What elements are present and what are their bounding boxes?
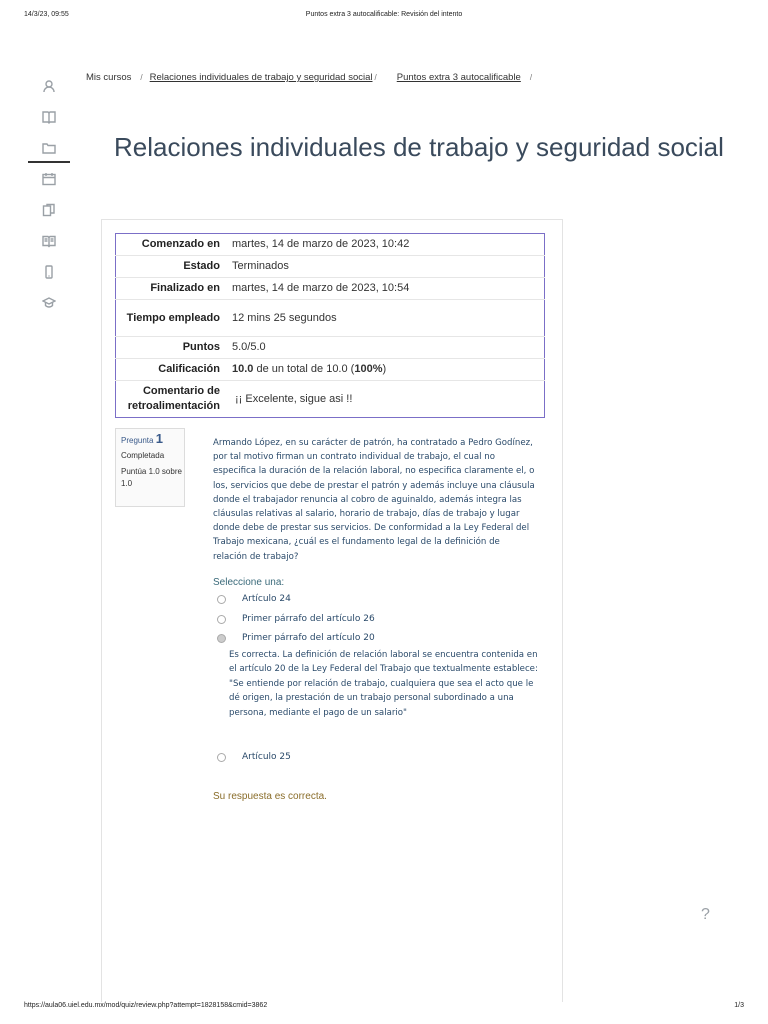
answer-option[interactable]: [217, 614, 375, 624]
nav-files[interactable]: [28, 132, 70, 163]
summary-label: Calificación: [116, 359, 229, 381]
nav-courses[interactable]: [28, 101, 70, 132]
grade-percent: 100%: [354, 363, 383, 375]
nav-profile[interactable]: [28, 70, 70, 101]
summary-row-started: [116, 234, 545, 256]
summary-label: Estado: [116, 256, 229, 278]
print-datetime: 14/3/23, 09:55: [24, 11, 69, 18]
book-open-icon: [42, 234, 56, 248]
book-icon: [42, 110, 56, 124]
breadcrumb-separator: /: [529, 73, 533, 82]
breadcrumb-quiz[interactable]: Puntos extra 3 autocalificable: [396, 72, 521, 83]
nav-mobile[interactable]: [28, 256, 70, 287]
answer-option-label: Primer párrafo del artículo 20: [242, 633, 375, 643]
question-state: Completada: [121, 451, 165, 460]
breadcrumb-separator: /: [374, 73, 377, 82]
answer-option-selected[interactable]: [217, 633, 375, 643]
folder-icon: [42, 141, 56, 155]
question-label: Pregunta: [121, 436, 154, 445]
attempt-summary-table: [115, 233, 545, 418]
answer-prompt: Seleccione una:: [213, 577, 285, 588]
profile-icon: [42, 79, 56, 93]
summary-row-time-taken: [116, 300, 545, 337]
answer-option-label: Primer párrafo del artículo 26: [242, 614, 375, 624]
summary-value: 5.0/5.0: [228, 337, 545, 359]
radio-button[interactable]: [217, 595, 226, 604]
print-url: https://aula06.uiel.edu.mx/mod/quiz/review.php?attempt=1828158&cmid=3862: [24, 1002, 268, 1009]
summary-value: martes, 14 de marzo de 2023, 10:54: [228, 278, 545, 300]
radio-button[interactable]: [217, 753, 226, 762]
result-message: Su respuesta es correcta.: [213, 791, 327, 802]
summary-label: Comenzado en: [141, 238, 220, 250]
page-title: Relaciones individuales de trabajo y seguridad social: [114, 132, 724, 162]
answer-option-label: Artículo 24: [242, 594, 291, 604]
summary-value: 12 mins 25 segundos: [228, 300, 545, 337]
summary-label: Comentario de retroalimentación: [116, 381, 229, 418]
copy-icon: [42, 203, 56, 217]
breadcrumb-course[interactable]: Relaciones individuales de trabajo y seguridad social: [149, 72, 373, 83]
radio-button-checked[interactable]: [217, 634, 226, 643]
answer-option[interactable]: [217, 752, 291, 762]
summary-value: ¡¡ Excelente, sigue asi !!: [228, 381, 545, 418]
nav-grades[interactable]: [28, 287, 70, 318]
question-grade: Puntúa 1.0 sobre 1.0: [121, 467, 182, 488]
breadcrumb: [86, 72, 539, 83]
help-button[interactable]: ?: [701, 906, 710, 923]
print-doc-title: Puntos extra 3 autocalificable: Revisión del intento: [305, 11, 463, 18]
question-text: Armando López, en su carácter de patrón, ha contratado a Pedro Godínez, por tal motivo firman un contrato individual de trabajo, el cual no especifica la duración de la relación laboral, no especifica claramente el, o los, servicios que debe de prestar el patrón y además incluye una cláusula donde el trabajador renuncia al cobro de aguinaldo, además integra las cláusulas relativas al salario, horario de trabajo, días de trabajo y lugar donde debe de prestar sus servicios. De conformidad a la Ley Federal del Trabajo mexicana, ¿cuál es el fundamento legal de la definición de relación de trabajo?: [213, 438, 535, 562]
summary-label: Tiempo empleado: [116, 300, 229, 337]
nav-calendar[interactable]: [28, 163, 70, 194]
question-number: 1: [155, 431, 163, 446]
radio-button[interactable]: [217, 615, 226, 624]
summary-label: Finalizado en: [116, 278, 229, 300]
summary-value: martes, 14 de marzo de 2023, 10:42: [232, 238, 410, 250]
answer-option[interactable]: [217, 594, 291, 604]
nav-library[interactable]: [28, 225, 70, 256]
answer-option-label: Artículo 25: [242, 752, 291, 762]
graduation-cap-icon: [42, 296, 56, 310]
summary-row-grade: [116, 359, 545, 381]
summary-row-feedback: [116, 381, 545, 418]
grade-close: ): [382, 363, 387, 375]
phone-icon: [42, 265, 56, 279]
calendar-icon: [42, 172, 56, 186]
breadcrumb-separator: /: [140, 73, 143, 82]
answer-feedback: Es correcta. La definición de relación laboral se encuentra contenida en el artículo 20 de la Ley Federal del Trabajo que textualmente establece: "Se entiende por relación de trabajo, cualquiera que sea el acto que le dé origen, la prestación de un trabajo personal subordinado a una persona, mediante el pago de un salario": [229, 650, 538, 718]
summary-row-completed: [116, 278, 545, 300]
grade-total: de un total de 10.0 (: [253, 363, 355, 375]
summary-value: [228, 359, 545, 381]
print-page-number: 1/3: [734, 1002, 744, 1009]
grade-value: 10.0: [232, 363, 254, 375]
nav-documents[interactable]: [28, 194, 70, 225]
summary-row-state: [116, 256, 545, 278]
summary-row-marks: [116, 337, 545, 359]
breadcrumb-mis-cursos[interactable]: Mis cursos: [86, 72, 132, 83]
question-info-box: [115, 428, 185, 507]
summary-label: Puntos: [116, 337, 229, 359]
side-navigation: [28, 70, 70, 318]
summary-value: Terminados: [228, 256, 545, 278]
